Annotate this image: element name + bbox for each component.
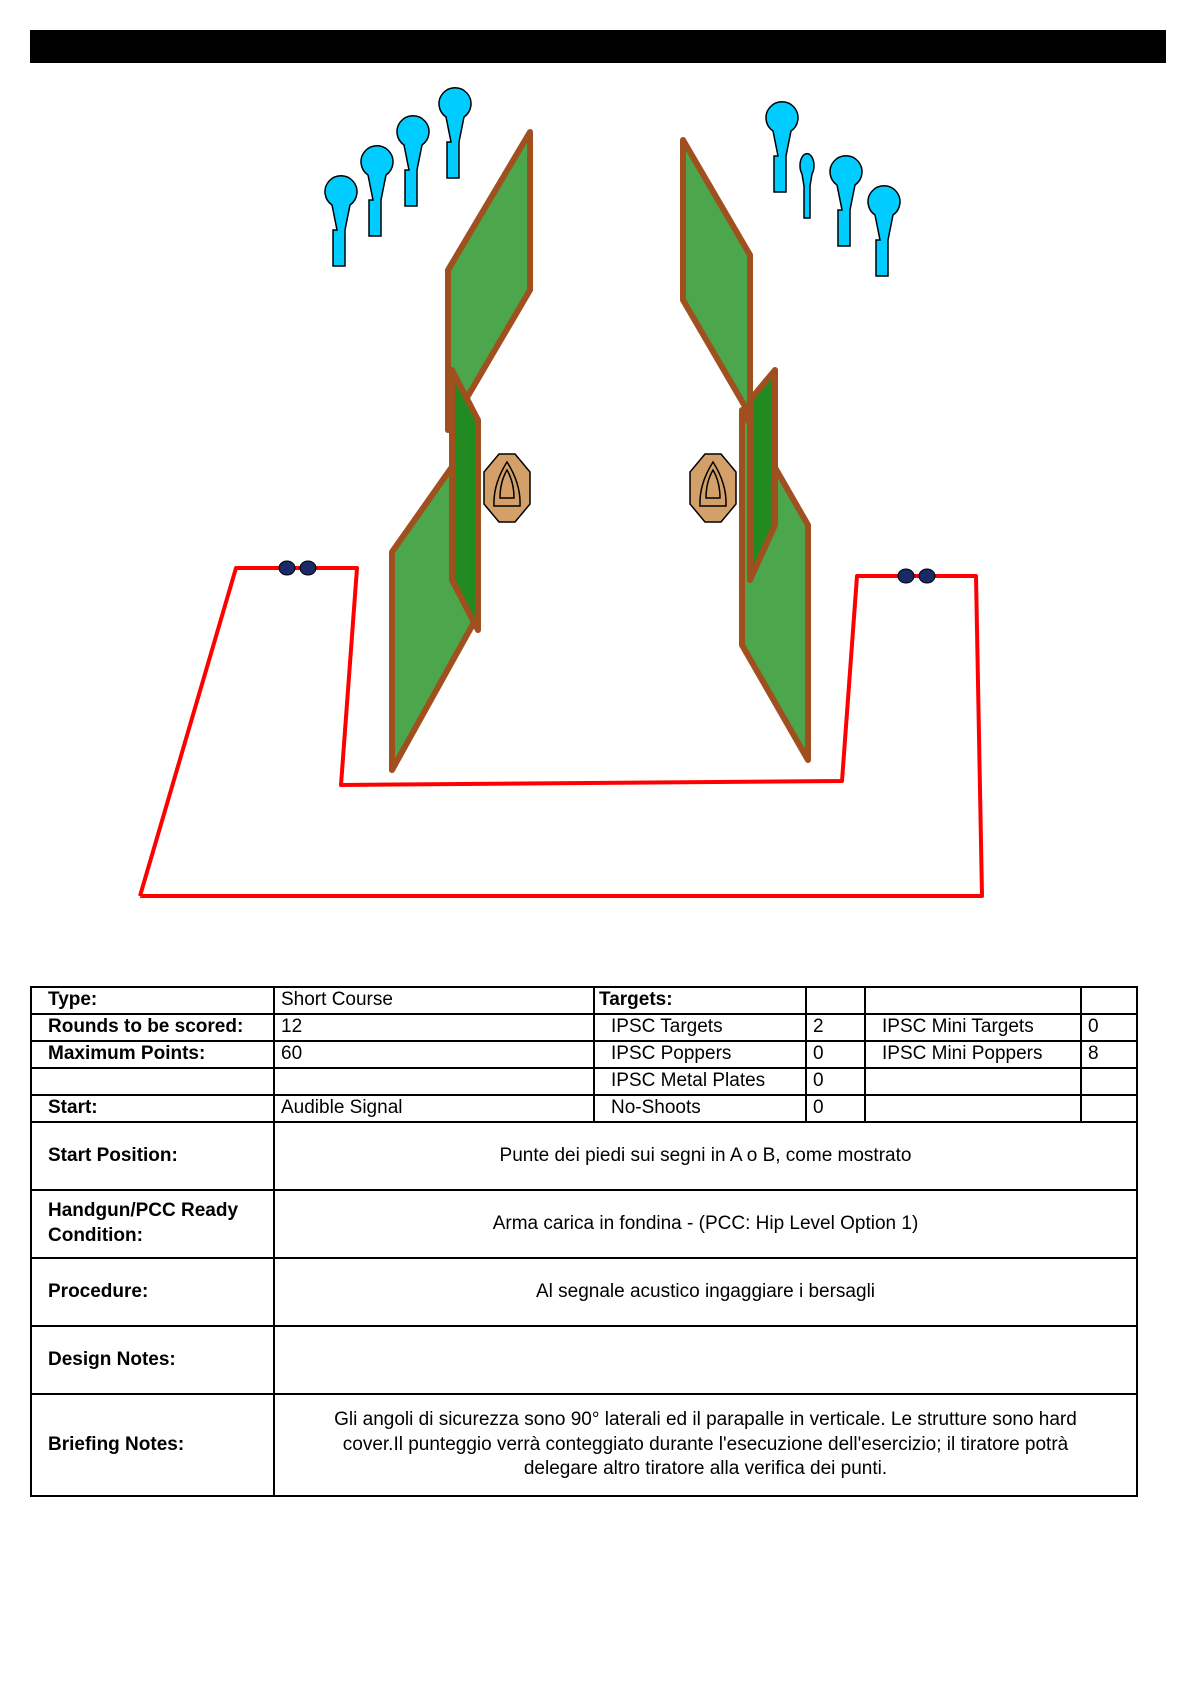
empty-cell [865, 1068, 1081, 1095]
mini-popper-icon [830, 156, 862, 246]
empty-cell [1081, 987, 1137, 1014]
ipsc-mini-poppers-label: IPSC Mini Poppers [865, 1041, 1081, 1068]
mini-popper-icon [397, 116, 429, 206]
ipsc-poppers-value: 0 [806, 1041, 865, 1068]
ipsc-targets-value: 2 [806, 1014, 865, 1041]
briefing-line: cover.Il punteggio verrà conteggiato durante l'esecuzione dell'esercizio; il tiratore potrà [342, 1433, 1069, 1455]
mini-popper-icon [325, 176, 357, 266]
design-notes-value [274, 1326, 1137, 1394]
ipsc-mini-targets-value: 0 [1081, 1014, 1137, 1041]
briefing-notes-value [274, 1394, 1137, 1496]
ipsc-metal-plates-value: 0 [806, 1068, 865, 1095]
wall-right-upper [683, 140, 750, 415]
procedure-label: Procedure: [31, 1258, 274, 1326]
empty-cell [865, 987, 1081, 1014]
empty-cell [1081, 1095, 1137, 1122]
mini-popper-icon [766, 102, 798, 192]
fault-line [140, 568, 982, 896]
ready-condition-label [31, 1190, 274, 1258]
empty-cell [31, 1068, 274, 1095]
ready-condition-label-line-2: Condition: [48, 1225, 143, 1246]
start-label: Start: [31, 1095, 274, 1122]
empty-cell [274, 1068, 594, 1095]
briefing-line: Gli angoli di sicurezza sono 90° laterali ed il parapalle in verticale. Le strutture sono hard [334, 1408, 1077, 1430]
ipsc-targets-label: IPSC Targets [594, 1014, 806, 1041]
empty-cell [1081, 1068, 1137, 1095]
header-bar [30, 30, 1166, 63]
briefing-notes-label: Briefing Notes: [31, 1394, 274, 1496]
ipsc-target-right [690, 454, 736, 522]
start-position-value: Punte dei piedi sui segni in A o B, come mostrato [274, 1122, 1137, 1190]
ipsc-mini-targets-label: IPSC Mini Targets [865, 1014, 1081, 1041]
type-label: Type: [31, 987, 274, 1014]
points-value: 60 [274, 1041, 594, 1068]
no-shoots-label: No-Shoots [594, 1095, 806, 1122]
ipsc-poppers-label: IPSC Poppers [594, 1041, 806, 1068]
ready-condition-label-line-1: Handgun/PCC Ready [48, 1200, 239, 1222]
wall-left-lower-side [452, 370, 478, 630]
no-shoots-value: 0 [806, 1095, 865, 1122]
rounds-value: 12 [274, 1014, 594, 1041]
design-notes-label: Design Notes: [31, 1326, 274, 1394]
rounds-label: Rounds to be scored: [31, 1014, 274, 1041]
ipsc-mini-poppers-value: 8 [1081, 1041, 1137, 1068]
empty-cell [865, 1095, 1081, 1122]
mini-popper-icon [439, 88, 471, 178]
ipsc-metal-plates-label: IPSC Metal Plates [594, 1068, 806, 1095]
stage-summary-table [30, 986, 1138, 1497]
procedure-value: Al segnale acustico ingaggiare i bersagli [274, 1258, 1137, 1326]
targets-label: Targets: [594, 987, 806, 1014]
mini-popper-icon [361, 146, 393, 236]
ready-condition-value: Arma carica in fondina - (PCC: Hip Level Option 1) [274, 1190, 1137, 1258]
briefing-line: delegare altro tiratore alla verifica dei punti. [523, 1458, 888, 1480]
stage-diagram [0, 70, 1191, 940]
ipsc-target-left [484, 454, 530, 522]
start-value: Audible Signal [274, 1095, 594, 1122]
points-label: Maximum Points: [31, 1041, 274, 1068]
empty-cell [806, 987, 865, 1014]
type-value: Short Course [274, 987, 594, 1014]
mini-popper-icon [868, 186, 900, 276]
mini-popper-icon [800, 154, 814, 218]
start-position-label: Start Position: [31, 1122, 274, 1190]
